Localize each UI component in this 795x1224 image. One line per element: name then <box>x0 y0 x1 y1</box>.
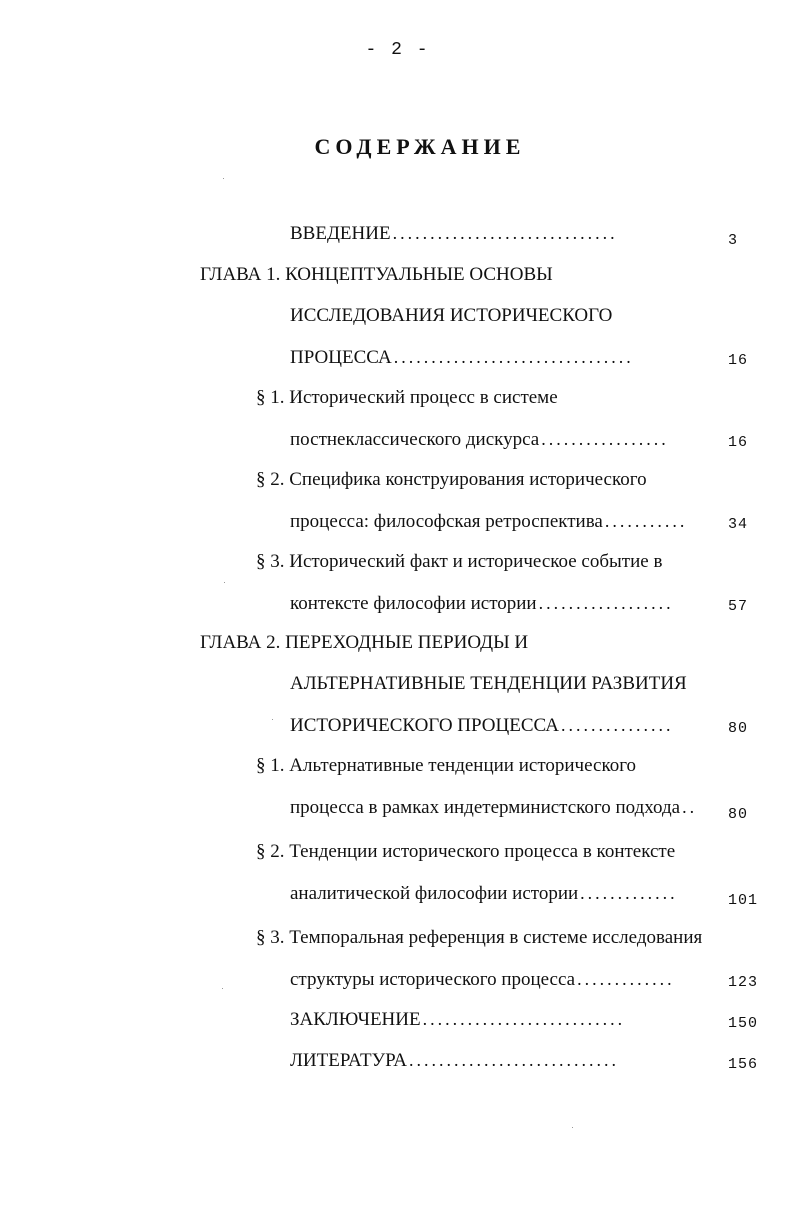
toc-ch2-section-2-line-1: § 2. Тенденции исторического процесса в контексте <box>256 841 676 862</box>
toc-ch1-section-2-line-1: § 2. Специфика конструирования исторического <box>256 469 647 490</box>
toc-chapter-1-line-2: ИССЛЕДОВАНИЯ ИСТОРИЧЕСКОГО <box>290 305 613 326</box>
toc-leader-dots: ................. <box>541 429 669 449</box>
toc-entry-intro <box>290 218 618 248</box>
toc-ch1-section-2-line-2 <box>290 506 687 536</box>
toc-entry-text: аналитической философии истории <box>290 883 579 904</box>
toc-ch2-section-1-line-2 <box>290 792 697 822</box>
toc-leader-dots: ................................ <box>393 347 634 367</box>
toc-leader-dots: ........... <box>604 511 688 531</box>
toc-page-number: 16 <box>728 352 749 369</box>
toc-page-number: 80 <box>728 806 749 823</box>
toc-chapter-2-line-2: АЛЬТЕРНАТИВНЫЕ ТЕНДЕНЦИИ РАЗВИТИЯ <box>290 673 687 694</box>
page-number: - 2 - <box>365 40 430 60</box>
toc-page-number: 34 <box>728 516 749 533</box>
toc-chapter-2-line-3 <box>290 710 673 740</box>
toc-page-number: 57 <box>728 598 749 615</box>
toc-page-number: 101 <box>728 892 759 909</box>
page-title: СОДЕРЖАНИЕ <box>314 134 526 159</box>
toc-entry-text: ПРОЦЕССА <box>290 347 392 368</box>
toc-ch2-section-3-line-2 <box>290 964 675 994</box>
toc-page-number: 3 <box>728 232 739 249</box>
toc-leader-dots: .................. <box>538 593 674 613</box>
toc-entry-text: процесса: философская ретроспектива <box>290 511 603 532</box>
toc-leader-dots: ........................... <box>422 1009 626 1029</box>
toc-entry-text: ВВЕДЕНИЕ <box>290 223 391 244</box>
toc-ch2-section-3-line-1: § 3. Темпоральная референция в системе исследования <box>256 927 703 948</box>
toc-page-number: 156 <box>728 1056 759 1073</box>
toc-entry-text: ЛИТЕРАТУРА <box>290 1050 407 1071</box>
toc-ch2-section-2-line-2 <box>290 878 678 908</box>
scan-speck <box>272 719 273 720</box>
toc-ch2-section-1-line-1: § 1. Альтернативные тенденции исторического <box>256 755 637 776</box>
toc-leader-dots: ............................ <box>408 1050 619 1070</box>
toc-page-number: 123 <box>728 974 759 991</box>
toc-chapter-1-line-1: ГЛАВА 1. КОНЦЕПТУАЛЬНЫЕ ОСНОВЫ <box>200 264 553 285</box>
toc-ch1-section-1-line-1: § 1. Исторический процесс в системе <box>256 387 558 408</box>
toc-entry-text: структуры исторического процесса <box>290 969 576 990</box>
toc-page-number: 80 <box>728 720 749 737</box>
toc-entry-literature <box>290 1045 619 1075</box>
toc-ch1-section-3-line-1: § 3. Исторический факт и историческое событие в <box>256 551 663 572</box>
scan-speck <box>572 1127 573 1128</box>
toc-entry-text: постнеклассического дискурса <box>290 429 540 450</box>
toc-ch1-section-1-line-2 <box>290 424 669 454</box>
toc-chapter-1-line-3 <box>290 342 634 372</box>
scan-speck <box>224 582 225 583</box>
toc-leader-dots: .............................. <box>392 223 618 243</box>
toc-page-number: 16 <box>728 434 749 451</box>
toc-leader-dots: ............. <box>580 883 678 903</box>
toc-leader-dots: ............. <box>577 969 675 989</box>
toc-entry-text: ЗАКЛЮЧЕНИЕ <box>290 1009 421 1030</box>
toc-entry-text: контексте философии истории <box>290 593 537 614</box>
toc-chapter-2-line-1: ГЛАВА 2. ПЕРЕХОДНЫЕ ПЕРИОДЫ И <box>200 632 529 653</box>
toc-entry-conclusion <box>290 1004 625 1034</box>
toc-ch1-section-3-line-2 <box>290 588 674 618</box>
toc-page-number: 150 <box>728 1015 759 1032</box>
toc-leader-dots: ............... <box>560 715 674 735</box>
scan-speck <box>222 988 223 989</box>
toc-leader-dots: .. <box>682 797 698 817</box>
scan-speck <box>223 178 224 179</box>
toc-entry-text: процесса в рамках индетерминистского подхода <box>290 797 681 818</box>
toc-entry-text: ИСТОРИЧЕСКОГО ПРОЦЕССА <box>290 715 559 736</box>
